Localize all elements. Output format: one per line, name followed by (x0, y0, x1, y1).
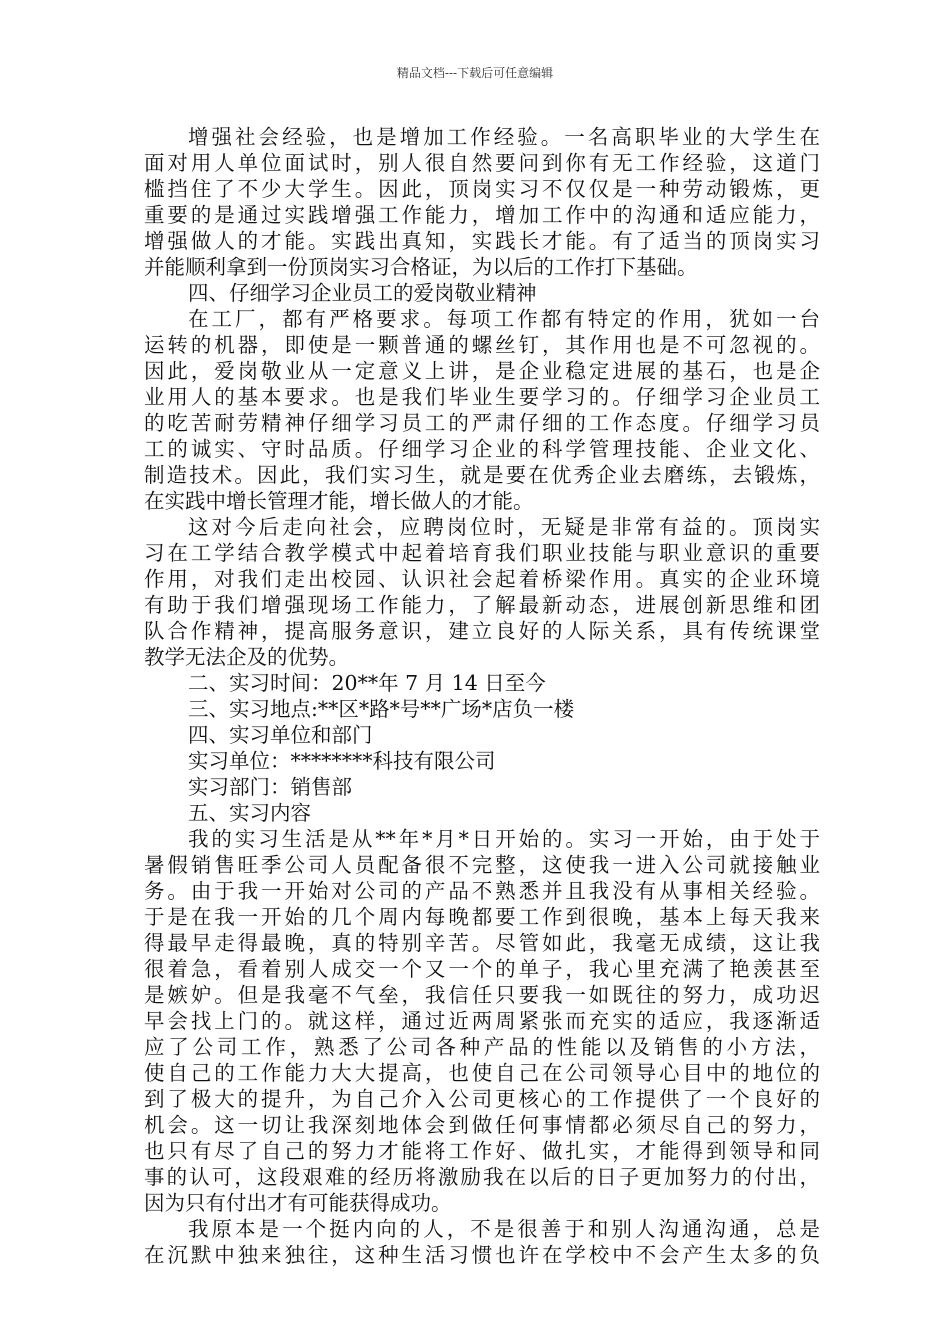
text-line: 队合作精神，提高服务意识，建立良好的人际关系，具有传统课堂 (144, 619, 820, 643)
text-line: 因此，爱岗敬业从一定意义上讲，是企业稳定进展的基石，也是企 (144, 359, 820, 383)
text-line: 因为只有付出才有可能获得成功。 (144, 1191, 452, 1215)
text-line: 在沉默中独来独往，这种生活习惯也许在学校中不会产生太多的负 (144, 1243, 820, 1267)
text-line: 在实践中增长管理才能，增长做人的才能。 (144, 489, 534, 513)
text-line: 机会。这一切让我深刻地体会到做任何事情都必须尽自己的努力， (144, 1113, 820, 1137)
text-line: 运转的机器，即使是一颗普通的螺丝钉，其作用也是不可忽视的。 (144, 333, 820, 357)
text-line: 面对用人单位面试时，别人很自然要问到你有无工作经验，这道门 (144, 151, 820, 175)
page-header: 精品文档---下载后可任意编辑 (396, 66, 554, 80)
text-line: 教学无法企及的优势。 (144, 645, 349, 669)
text-line: 很着急，看着别人成交一个又一个的单子，我心里充满了艳羡甚至 (144, 957, 820, 981)
text-line: 事的认可，这段艰难的经历将激励我在以后的日子更加努力的付出， (144, 1165, 820, 1189)
text-line: 作用，对我们走出校园、认识社会起着桥梁作用。真实的企业环境 (144, 567, 820, 591)
text-line: 也只有尽了自己的努力才能将工作好、做扎实，才能得到领导和同 (144, 1139, 820, 1163)
text-line: 于是在我一开始的几个周内每晚都要工作到很晚，基本上每天我来 (144, 905, 820, 929)
text-line: 四、实习单位和部门 (188, 723, 373, 747)
text-line: 是嫉妒。但是我毫不气垒，我信任只要我一如既往的努力，成功迟 (144, 983, 820, 1007)
text-line: 在工厂，都有严格要求。每项工作都有特定的作用，犹如一台 (188, 307, 820, 331)
text-line: 得最早走得最晚，真的特别辛苦。尽管如此，我毫无成绩，这让我 (144, 931, 820, 955)
text-line: 有助于我们增强现场工作能力，了解最新动态，进展创新思维和团 (144, 593, 820, 617)
text-line: 到了极大的提升，为自己介入公司更核心的工作提供了一个良好的 (144, 1087, 820, 1111)
text-line: 习在工学结合教学模式中起着培育我们职业技能与职业意识的重要 (144, 541, 820, 565)
text-line: 暑假销售旺季公司人员配备很不完整，这使我一进入公司就接触业 (144, 853, 820, 877)
text-line: 的吃苦耐劳精神仔细学习员工的严肃仔细的工作态度。仔细学习员 (144, 411, 820, 435)
text-line: 增强社会经验，也是增加工作经验。一名高职毕业的大学生在 (188, 125, 820, 149)
text-line: 我原本是一个挺内向的人，不是很善于和别人沟通沟通，总是 (188, 1217, 820, 1241)
text-line: 实习部门：销售部 (188, 775, 352, 799)
text-line: 使自己的工作能力大大提高，也使自己在公司领导心目中的地位的 (144, 1061, 820, 1085)
text-line: 槛挡住了不少大学生。因此，顶岗实习不仅仅是一种劳动锻炼，更 (144, 177, 820, 201)
text-line: 这对今后走向社会，应聘岗位时，无疑是非常有益的。顶岗实 (188, 515, 820, 539)
text-line: 早会找上门的。就这样，通过近两周紧张而充实的适应，我逐渐适 (144, 1009, 820, 1033)
text-line: 制造技术。因此，我们实习生，就是要在优秀企业去磨练，去锻炼， (144, 463, 820, 487)
text-line: 工的诚实、守时品质。仔细学习企业的科学管理技能、企业文化、 (144, 437, 820, 461)
text-line: 我的实习生活是从**年*月*日开始的。实习一开始，由于处于 (188, 827, 820, 851)
text-line: 业用人的基本要求。也是我们毕业生要学习的。仔细学习企业员工 (144, 385, 820, 409)
document-body (144, 124, 820, 1268)
text-line: 务。由于我一开始对公司的产品不熟悉并且我没有从事相关经验。 (144, 879, 820, 903)
text-line: 二、实习时间：20**年 7 月 14 日至今 (188, 671, 546, 695)
text-line: 重要的是通过实践增强工作能力，增加工作中的沟通和适应能力， (144, 203, 820, 227)
text-line: 应了公司工作，熟悉了公司各种产品的性能以及销售的小方法， (144, 1035, 820, 1059)
text-line: 三、实习地点:**区*路*号**广场*店负一楼 (188, 697, 575, 721)
text-line: 并能顺利拿到一份顶岗实习合格证，为以后的工作打下基础。 (144, 255, 698, 279)
text-line: 四、仔细学习企业员工的爱岗敬业精神 (188, 281, 537, 305)
text-line: 增强做人的才能。实践出真知，实践长才能。有了适当的顶岗实习 (144, 229, 820, 253)
text-line: 实习单位：********科技有限公司 (188, 749, 496, 773)
text-line: 五、实习内容 (188, 801, 311, 825)
